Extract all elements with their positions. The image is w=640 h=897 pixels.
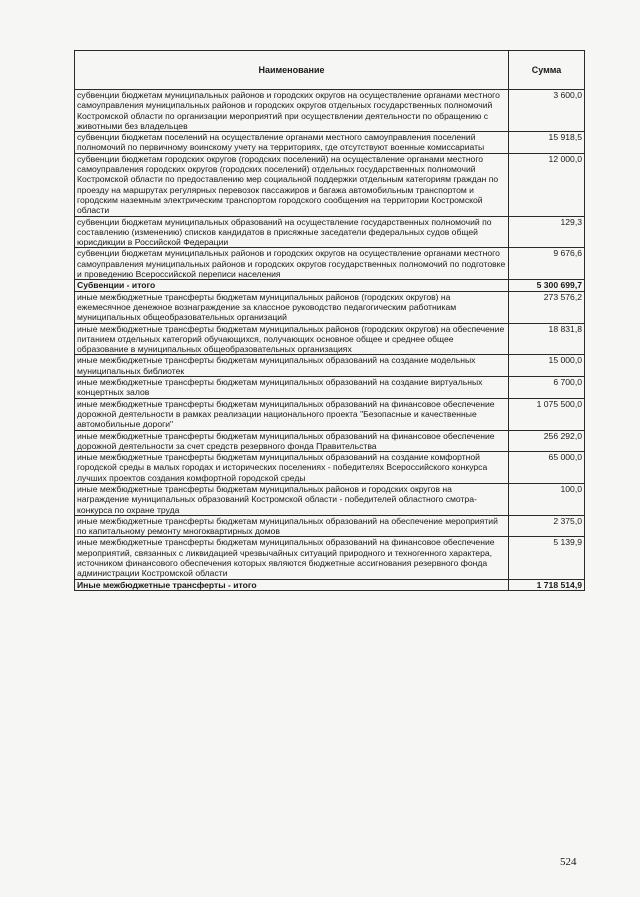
total-row	[75, 280, 585, 291]
row-sum: 100,0	[509, 483, 585, 515]
row-name: Иные межбюджетные трансферты - итого	[75, 579, 509, 590]
row-sum: 273 576,2	[509, 291, 585, 323]
row-sum: 65 000,0	[509, 452, 585, 484]
row-sum: 1 075 500,0	[509, 398, 585, 430]
table-row	[75, 537, 585, 579]
row-name: иные межбюджетные трансферты бюджетам муниципальных районов и городских округов на награждение муниципальных образований Костромской области - победителей областного смотра-конкурса по охране труда	[75, 483, 509, 515]
row-name: Субвенции - итого	[75, 280, 509, 291]
row-sum: 3 600,0	[509, 90, 585, 132]
row-name: иные межбюджетные трансферты бюджетам муниципальных образований на создание виртуальных концертных залов	[75, 377, 509, 399]
table-row	[75, 90, 585, 132]
row-name: субвенции бюджетам городских округов (городских поселений) на осуществление органами местного самоуправления городских округов (городских поселений) отдельных государственных полномочий Костромской области по предоставлению мер социальной поддержки отдельным категориям граждан по проезду на маршрутах регулярных перевозок пассажиров и багажа автомобильным транспортом и городским наземным электрическим транспортом городского сообщения на территории Костромской области	[75, 153, 509, 216]
row-name: иные межбюджетные трансферты бюджетам муниципальных образований на финансовое обеспечение мероприятий, связанных с ликвидацией чрезвычайных ситуаций природного и техногенного характера, источником финансового обеспечения которых являются бюджетные ассигнования резервного фонда администрации Костромской области	[75, 537, 509, 579]
table-row	[75, 398, 585, 430]
page-number: 524	[560, 856, 577, 868]
table-row	[75, 216, 585, 248]
row-sum: 15 918,5	[509, 132, 585, 154]
row-name: иные межбюджетные трансферты бюджетам муниципальных районов (городских округов) на ежемесячное денежное вознаграждение за классное руководство педагогическим работникам муниципальных общеобразовательных организаций	[75, 291, 509, 323]
table-row	[75, 248, 585, 280]
table-row	[75, 377, 585, 399]
row-sum: 1 718 514,9	[509, 579, 585, 590]
table-row	[75, 483, 585, 515]
header-row	[75, 51, 585, 90]
row-name: иные межбюджетные трансферты бюджетам муниципальных образований на обеспечение мероприятий по капитальному ремонту многоквартирных домов	[75, 515, 509, 537]
total-row	[75, 579, 585, 590]
table-row	[75, 430, 585, 452]
row-sum: 5 139,9	[509, 537, 585, 579]
row-sum: 5 300 699,7	[509, 280, 585, 291]
row-name: субвенции бюджетам муниципальных образований на осуществление государственных полномочий по составлению (изменению) списков кандидатов в присяжные заседатели федеральных судов общей юрисдикции в Российской Федерации	[75, 216, 509, 248]
row-sum: 12 000,0	[509, 153, 585, 216]
row-name: иные межбюджетные трансферты бюджетам муниципальных образований на создание комфортной городской среды в малых городах и исторических поселениях - победителях Всероссийского конкурса лучших проектов создания комфортной городской среды	[75, 452, 509, 484]
table-row	[75, 291, 585, 323]
table-row	[75, 452, 585, 484]
header-name: Наименование	[75, 51, 509, 90]
row-name: иные межбюджетные трансферты бюджетам муниципальных образований на создание модельных муниципальных библиотек	[75, 355, 509, 377]
header-sum: Сумма	[509, 51, 585, 90]
budget-table	[74, 50, 585, 591]
row-name: иные межбюджетные трансферты бюджетам муниципальных образований на финансовое обеспечение дорожной деятельности в рамках реализации национального проекта "Безопасные и качественные автомобильные дороги"	[75, 398, 509, 430]
row-name: субвенции бюджетам поселений на осуществление органами местного самоуправления поселений полномочий по первичному воинскому учету на территориях, где отсутствуют военные комиссариаты	[75, 132, 509, 154]
row-sum: 2 375,0	[509, 515, 585, 537]
row-name: субвенции бюджетам муниципальных районов и городских округов на осуществление органами местного самоуправления муниципальных районов и городских округов государственных полномочий по подготовке и проведению Всероссийской переписи населения	[75, 248, 509, 280]
table-row	[75, 323, 585, 355]
row-sum: 15 000,0	[509, 355, 585, 377]
row-name: иные межбюджетные трансферты бюджетам муниципальных районов (городских округов) на обеспечение питанием отдельных категорий обучающихся, получающих основное общее и среднее общее образование в муниципальных общеобразовательных организациях	[75, 323, 509, 355]
table-row	[75, 355, 585, 377]
table-row	[75, 515, 585, 537]
row-sum: 129,3	[509, 216, 585, 248]
row-name: субвенции бюджетам муниципальных районов и городских округов на осуществление органами местного самоуправления муниципальных районов и городских округов отдельных государственных полномочий Костромской области по организации мероприятий при осуществлении деятельности по обращению с животными без владельцев	[75, 90, 509, 132]
row-sum: 256 292,0	[509, 430, 585, 452]
table-row	[75, 132, 585, 154]
row-sum: 18 831,8	[509, 323, 585, 355]
row-name: иные межбюджетные трансферты бюджетам муниципальных образований на финансовое обеспечение дорожной деятельности за счет средств резервного фонда Правительства	[75, 430, 509, 452]
row-sum: 6 700,0	[509, 377, 585, 399]
row-sum: 9 676,6	[509, 248, 585, 280]
table-body	[75, 90, 585, 591]
table-row	[75, 153, 585, 216]
